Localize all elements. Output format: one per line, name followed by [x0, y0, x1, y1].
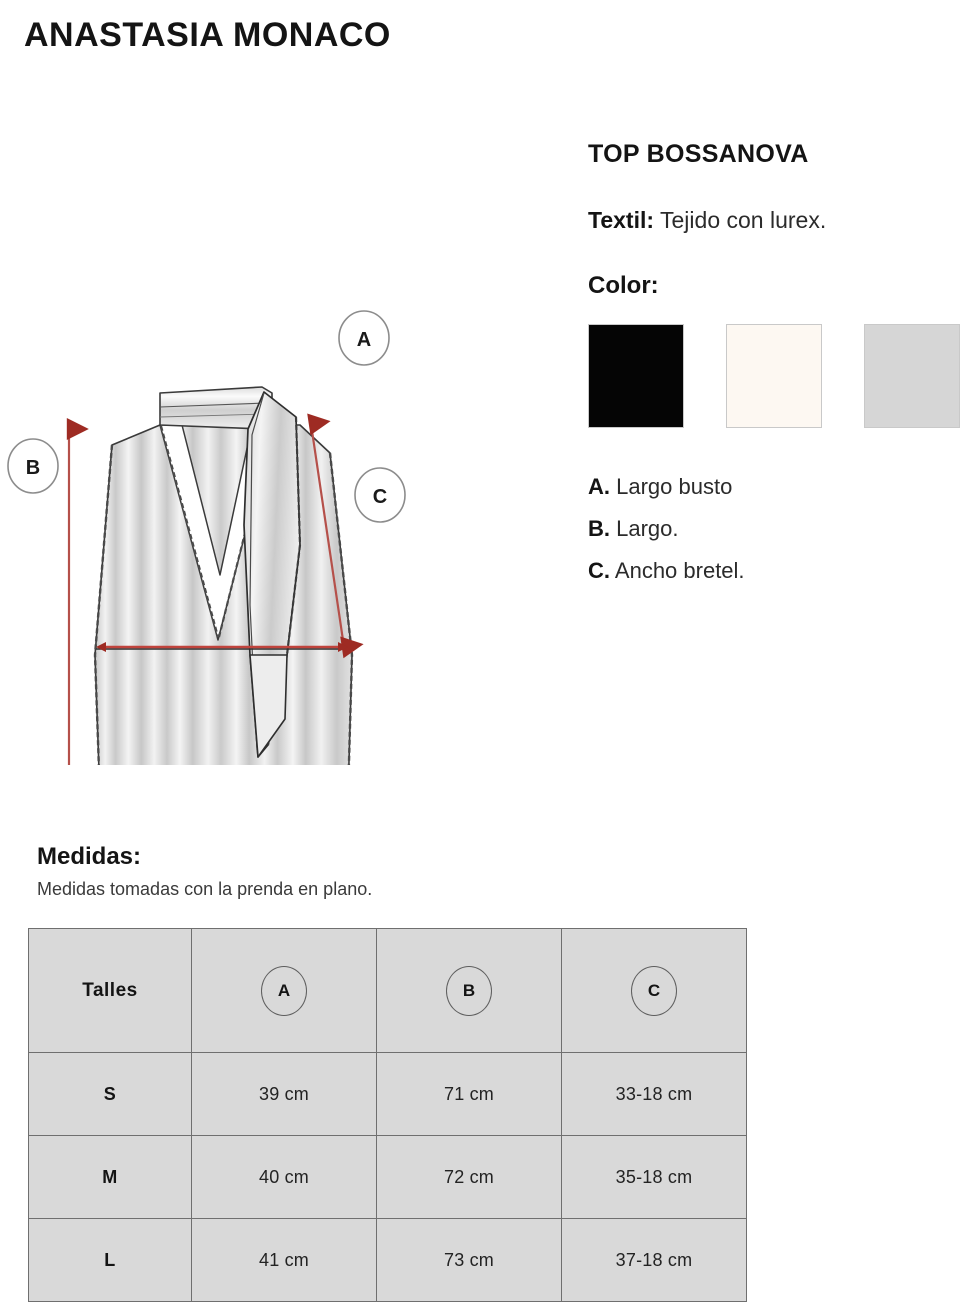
table-cell-a — [192, 1219, 377, 1302]
value-s-a: 39 cm — [258, 1083, 310, 1104]
table-header-b — [377, 929, 562, 1053]
value-m-a: 40 cm — [258, 1166, 310, 1187]
table-cell-size — [29, 1053, 192, 1136]
diagram-label-a — [339, 311, 389, 365]
value-l-b: 73 cm — [443, 1249, 495, 1270]
legend-item-c — [588, 558, 960, 584]
size-label-m: M — [102, 1166, 118, 1187]
value-m-c: 35-18 cm — [615, 1166, 693, 1187]
measurement-legend — [588, 474, 960, 584]
table-cell-a — [192, 1053, 377, 1136]
table-header-a-circle: A — [261, 966, 307, 1016]
textil-label: Textil: — [588, 207, 655, 233]
table-row — [29, 1136, 747, 1219]
diagram-label-c — [355, 468, 405, 522]
value-l-c: 37-18 cm — [615, 1249, 693, 1270]
color-swatch-crudo[interactable] — [726, 324, 822, 428]
table-cell-b — [377, 1053, 562, 1136]
diagram-label-a-text: A — [356, 329, 372, 351]
table-cell-b — [377, 1136, 562, 1219]
table-cell-c — [562, 1053, 747, 1136]
size-chart-table-wrapper — [28, 928, 746, 1302]
legend-text-a: Largo busto — [616, 474, 733, 499]
table-header-c-circle: C — [631, 966, 677, 1016]
table-header-c — [562, 929, 747, 1053]
legend-item-a — [588, 474, 960, 500]
color-swatch-negro[interactable] — [588, 324, 684, 428]
garment-diagram — [0, 185, 430, 765]
value-l-a: 41 cm — [258, 1249, 310, 1270]
legend-key-a: A. — [588, 474, 610, 499]
textil-spec — [588, 207, 960, 234]
legend-text-b: Largo. — [616, 516, 679, 541]
size-chart-table — [28, 928, 747, 1302]
size-label-l: L — [104, 1249, 116, 1270]
value-m-b: 72 cm — [443, 1166, 495, 1187]
table-header-talles — [29, 929, 192, 1053]
product-name: TOP BOSSANOVA — [588, 140, 809, 168]
value-s-b: 71 cm — [443, 1083, 495, 1104]
legend-item-b — [588, 516, 960, 542]
table-cell-c — [562, 1136, 747, 1219]
size-label-s: S — [103, 1083, 117, 1104]
page-title: ANASTASIA MONACO — [24, 16, 391, 54]
table-cell-size — [29, 1136, 192, 1219]
table-header-talles-text: Talles — [82, 979, 138, 1001]
table-header-row — [29, 929, 747, 1053]
diagram-label-b-text: B — [25, 457, 41, 479]
value-s-c: 33-18 cm — [615, 1083, 693, 1104]
diagram-label-b — [8, 439, 58, 493]
diagram-label-c-text: C — [372, 486, 388, 508]
table-cell-a — [192, 1136, 377, 1219]
legend-key-b: B. — [588, 516, 610, 541]
table-cell-size — [29, 1219, 192, 1302]
color-swatch-gris[interactable] — [864, 324, 960, 428]
measurements-title: Medidas: — [37, 843, 142, 870]
product-info-panel — [588, 140, 960, 600]
table-header-a — [192, 929, 377, 1053]
textil-value: Tejido con lurex. — [660, 207, 827, 233]
measurements-note: Medidas tomadas con la prenda en plano. — [37, 879, 373, 899]
color-swatch-group — [588, 324, 960, 428]
legend-text-c: Ancho bretel. — [614, 558, 745, 583]
table-cell-c — [562, 1219, 747, 1302]
table-header-b-circle: B — [446, 966, 492, 1016]
table-row — [29, 1219, 747, 1302]
measurements-heading-block — [37, 843, 757, 900]
color-label: Color: — [588, 272, 659, 299]
table-row — [29, 1053, 747, 1136]
table-cell-b — [377, 1219, 562, 1302]
legend-key-c: C. — [588, 558, 610, 583]
